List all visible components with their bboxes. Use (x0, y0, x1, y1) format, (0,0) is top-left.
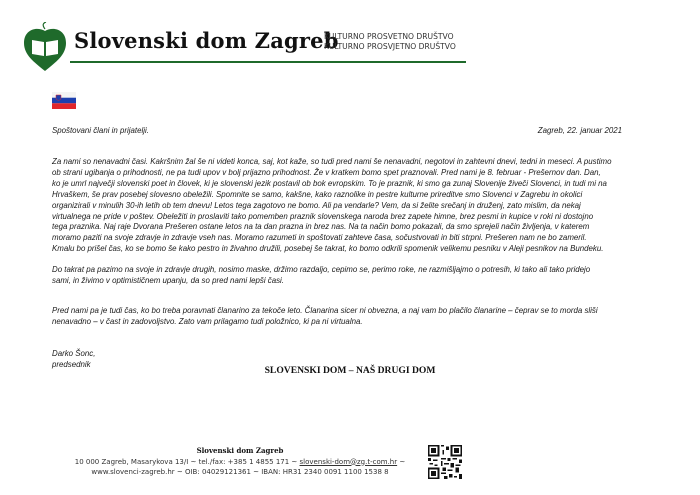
paragraph-2 (52, 265, 662, 287)
paragraph-line: Hrvaškem, še prav posebej slovesno obeležili. Spomnite se samo, kakšne, kako raznolike in pestre kulturne prireditve smo Slovenci v Zagrebu in okolici (52, 189, 583, 199)
footer-web-line: www.slovenci-zagreb.hr ~ OIB: 04029121361 ~ IBAN: HR31 2340 0091 1100 1538 8 (91, 468, 389, 476)
salutation: Spoštovani člani in prijatelji. (52, 126, 149, 135)
footer-email-link[interactable]: slovenski-dom@zg.t-com.hr (299, 457, 398, 466)
qr-code-icon (428, 445, 462, 479)
paragraph-line: tega praznika. Naj raje Dvorana Prešeren ostane letos na ta dan prazna in brez nas. Na ta način bomo pokazali, da smo sprejeli način življenja, v katerem (52, 222, 590, 232)
motto: SLOVENSKI DOM – NAŠ DRUGI DOM (264, 365, 436, 376)
paragraph-line: organizirali v minulih 30-ih letih ob tem dnevu! Letos tega zagotovo ne bomo. Ali pa vendarle? Vem, da si želite srečanj in druženj, zato mislim, da nekaj (52, 200, 581, 210)
footer-address-line (40, 457, 440, 468)
paragraph-line: virtualnega ne pride v poštev. Obeležiti in proslaviti tako pomemben praznik slovenskega naroda brez zapete himne, brez pesmi in kupice v roki ni dostojno (52, 211, 594, 221)
signature-title: predsednik (52, 360, 91, 369)
paragraph-line: Kmalu bo prišel čas, ko se bomo še kako pestro in živahno družili, posebej še takrat, ko bomo odkrili spomenik velikemu pesniku v Aleji pesnikov na Bundeku. (52, 244, 604, 254)
tagline-line-2: KULTURNO PROSVJETNO DRUŠTVO (324, 42, 456, 51)
organization-tagline (324, 32, 456, 52)
footer-address: 10 000 Zagreb, Masarykova 13/I ~ tel./fax: +385 1 4855 171 ~ (74, 457, 300, 466)
tagline-line-1: KULTURNO PROSVETNO DRUŠTVO (324, 32, 454, 41)
footer-organization-name: Slovenski dom Zagreb (196, 446, 284, 455)
footer-contact (40, 446, 440, 478)
slovenia-flag-icon (52, 92, 76, 109)
signature-name: Darko Šonc, (52, 349, 96, 358)
paragraph-line: nenavadno – v čast in zadovoljstvo. Zato vam prilagamo tudi položnico, ki pa ni virtualna. (52, 316, 363, 326)
footer-separator: ~ (397, 457, 406, 466)
header-divider (70, 61, 466, 63)
paragraph-line: ob strani ugibanja o prihodnosti, ne pa tudi upov v bolj prijazno prihodnost. Že v kratkem bomo spet praznovali. Pred nami je 8. februar - Prešernov dan. Dan, (52, 167, 601, 177)
leaf-book-logo-icon (22, 22, 68, 72)
paragraph-line: sami, in živimo v optimističnem upanju, da so pred nami lepši časi. (52, 275, 284, 285)
organization-name: Slovenski dom Zagreb (74, 28, 339, 53)
paragraph-line: moramo paziti na svoje zdravje in zdravje vseh nas. Moramo razumeti in spoštovati zahteve časa, sočustvovati in biti strpni. Prešeren nam ne bo zameril. (52, 233, 587, 243)
paragraph-line: Do takrat pa pazimo na svoje in zdravje drugih, nosimo maske, držimo razdaljo, cepimo se, perimo roke, ne razmišljajmo o potresih, ki tako ali tako pridejo (52, 265, 591, 274)
paragraph-line: ko je umrl največji slovenski poet in človek, ki je slovenski jezik postavil ob bok evropskim. To je praznik, ki smo ga zunaj Slovenije živeči Slovenci, in tudi mi na (52, 178, 607, 188)
paragraph-line: Za nami so nenavadni časi. Kakršnim žal še ni videti konca, saj, kot kaže, so tudi pred nami še nenavadni, negotovi in zahtevni dnevi, tedni in meseci. A pustimo (52, 157, 612, 166)
paragraph-line: Pred nami pa je tudi čas, ko bo treba poravnati članarino za tekoče leto. Članarina sicer ni obvezna, a naj vam bo plačilo članarine – čeprav se to morda sliši (52, 306, 598, 315)
paragraph-1 (52, 157, 662, 255)
paragraph-3 (52, 306, 662, 328)
letter-date: Zagreb, 22. januar 2021 (537, 126, 622, 135)
